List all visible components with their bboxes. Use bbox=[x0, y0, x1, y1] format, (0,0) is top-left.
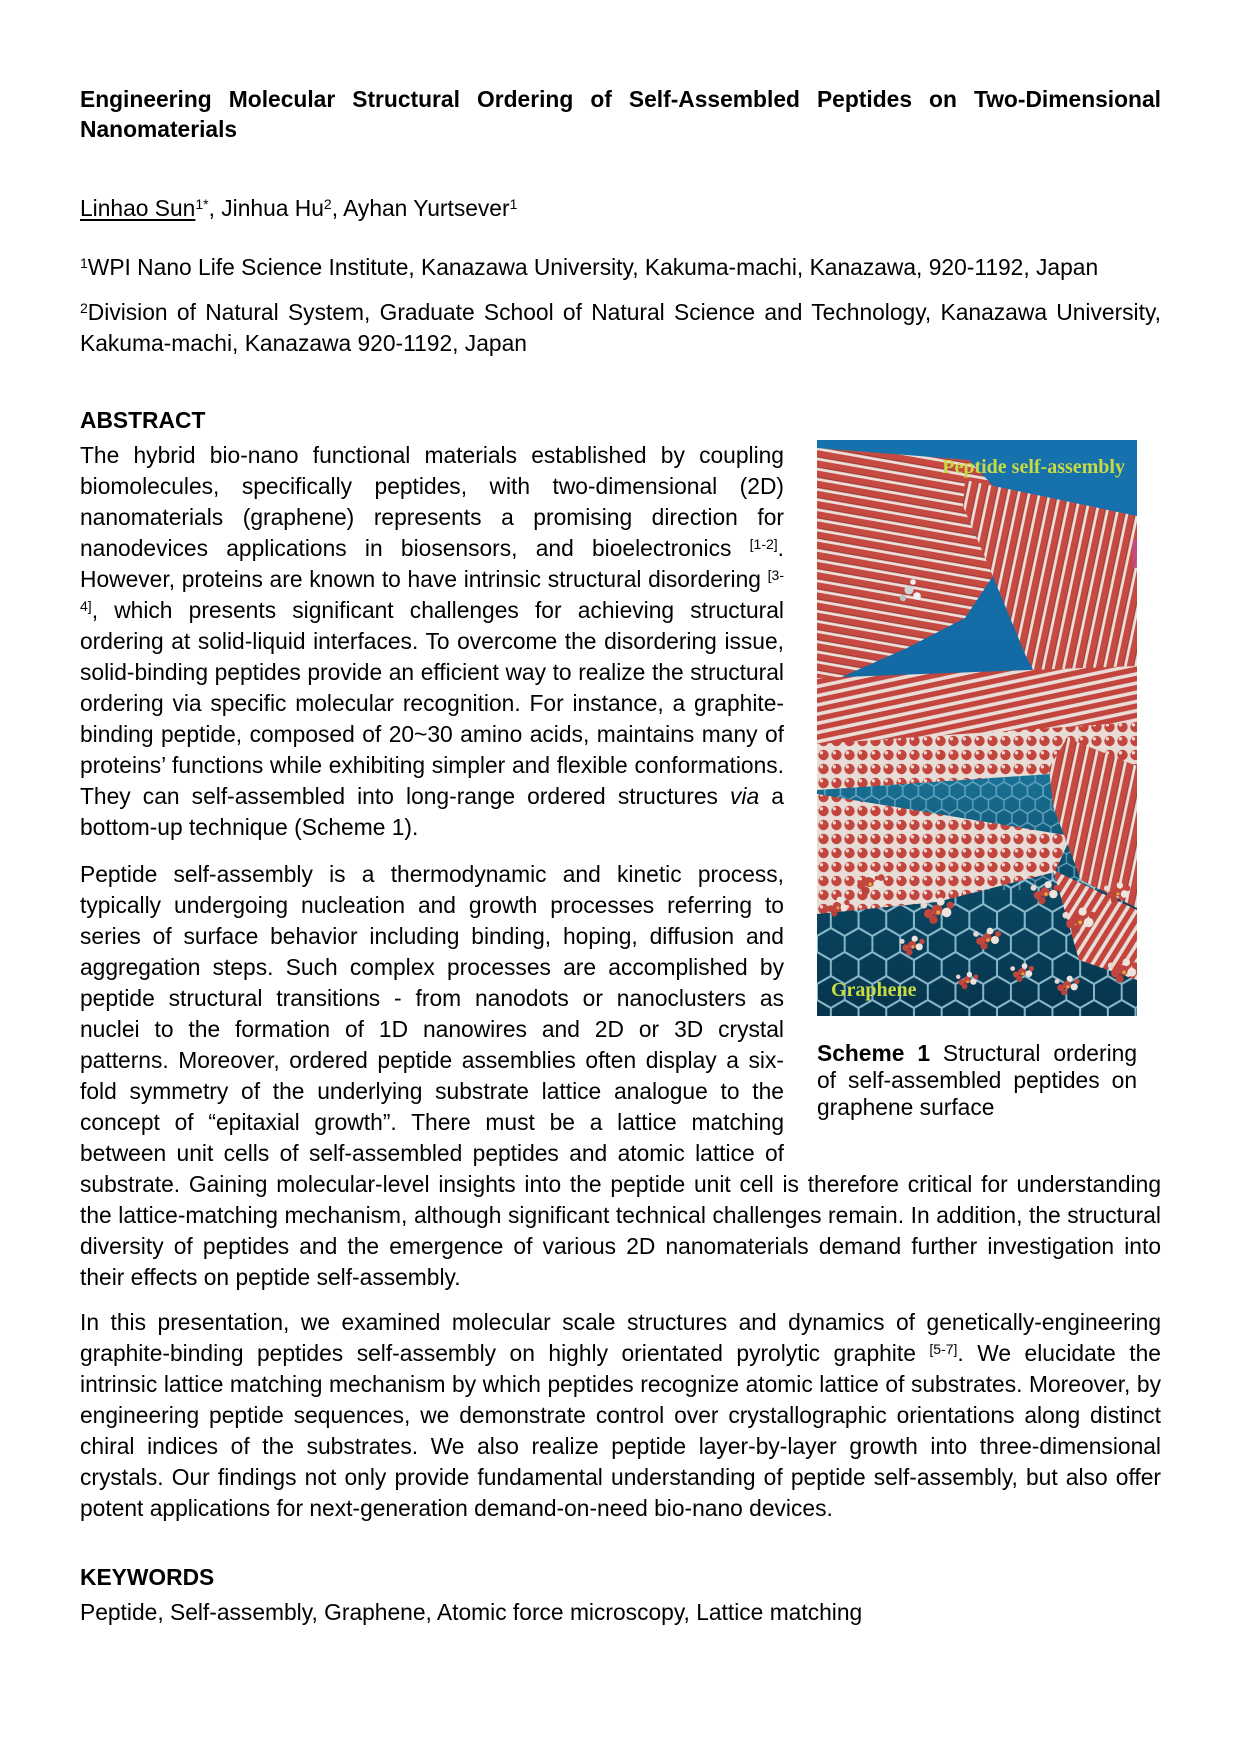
paper-title-line1: Engineering Molecular Structural Ordering of Self-Assembled Peptides on Two-Dimensional bbox=[80, 86, 1161, 112]
keywords-line: Peptide, Self-assembly, Graphene, Atomic force microscopy, Lattice matching bbox=[80, 1599, 863, 1625]
paper-title bbox=[80, 84, 1161, 144]
presentation-paragraph: In this presentation, we examined molecular scale structures and dynamics of genetically-engineering graphite-binding peptides self-assembly on highly orientated pyrolytic graphite [5-7]. We elucidate the intrinsic lattice matching mechanism by which peptides recognize atomic lattice of substrates. Moreover, by engineering peptide sequences, we demonstrate control over crystallographic orientations along distinct chiral indices of the substrates. We also realize peptide layer-by-layer growth into three-dimensional crystals. Our findings not only provide fundamental understanding of peptide self-assembly, but also offer potent applications for next-generation demand-on-need bio-nano devices. bbox=[80, 1309, 1161, 1521]
authors-line: Linhao Sun$^{1*}$, Jinhua Hu$^2$, Ayhan Yurtsever$^1$ bbox=[80, 195, 518, 221]
scheme-illustration bbox=[817, 440, 1137, 1016]
abstract-heading: ABSTRACT bbox=[80, 407, 206, 433]
abstract-body bbox=[80, 440, 1161, 1293]
affiliation-2: $^2$Division of Natural System, Graduate School of Natural Science and Technology, Kanazawa University, Kakuma-machi, Kanazawa 920-1192, Japan bbox=[80, 299, 1161, 356]
scheme-caption: Scheme 1 Structural ordering of self-assembled peptides on graphene surface bbox=[817, 1040, 1137, 1120]
keywords-heading: KEYWORDS bbox=[80, 1564, 215, 1590]
affiliation-1: $^1$WPI Nano Life Science Institute, Kanazawa University, Kakuma-machi, Kanazawa, 920-1192, Japan bbox=[80, 254, 1099, 280]
scheme-image bbox=[817, 440, 1137, 1016]
paper-title-line2: Nanomaterials bbox=[80, 116, 238, 142]
scheme-1-figure bbox=[817, 440, 1137, 1121]
peptide-self-assembly-label: Peptide self-assembly bbox=[942, 456, 1125, 478]
graphene-label: Graphene bbox=[831, 979, 917, 1001]
abstract-paragraph-2: Peptide self-assembly is a thermodynamic and kinetic process, typically undergoing nucleation and growth processes referring to series of surface behavior including binding, hoping, diffusion and aggregation steps. Such complex processes are accomplished by peptide structural transitions - from nanodots or nanoclusters as nuclei to the formation of 1D nanowires and 2D or 3D crystal patterns. Moreover, ordered peptide assemblies often display a six-fold symmetry of the underlying substrate lattice analogue to the concept of “epitaxial growth”. There must be a lattice matching between unit cells of self-assembled peptides and atomic lattice of substrate. Gaining molecular-level insights into the peptide unit cell is therefore critical for understanding the lattice-matching mechanism, although significant technical challenges remain. In addition, the structural diversity of peptides and the emergence of various 2D nanomaterials demand further investigation into their effects on peptide self-assembly. bbox=[80, 861, 1161, 1290]
abstract-paragraph-1: The hybrid bio-nano functional materials established by coupling biomolecules, specifically peptides, with two-dimensional (2D) nanomaterials (graphene) represents a promising direction for nanodevices applications in biosensors, and bioelectronics [1-2]. However, proteins are known to have intrinsic structural disordering [3-4], which presents significant challenges for achieving structural ordering at solid-liquid interfaces. To overcome the disordering issue, solid-binding peptides provide an efficient way to realize the structural ordering via specific molecular recognition. For instance, a graphite-binding peptide, composed of 20~30 amino acids, maintains many of proteins’ functions while exhibiting simpler and flexible conformations. They can self-assembled into long-range ordered structures via a bottom-up technique (Scheme 1). bbox=[80, 442, 784, 840]
